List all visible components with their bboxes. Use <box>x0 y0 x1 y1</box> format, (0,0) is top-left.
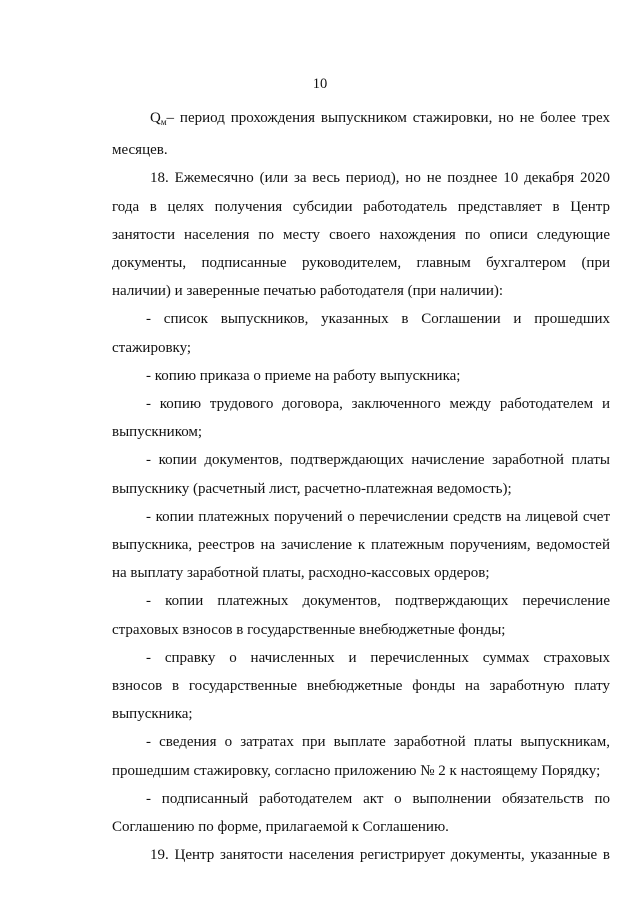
paragraph-18-line: документы, подписанные руководителем, главным бухгалтером (при <box>112 255 610 272</box>
list-item-line: выпускника, реестров на зачисление к платежным поручениям, ведомостей <box>112 537 610 554</box>
page-number: 10 <box>312 76 328 92</box>
list-item-line: - копии платежных поручений о перечислении средств на лицевой счет <box>146 508 610 525</box>
list-item-line: - копию трудового договора, заключенного между работодателем и <box>146 396 610 413</box>
list-item-line: - список выпускников, указанных в Соглашении и прошедших <box>146 311 610 328</box>
paragraph-18-line: занятости населения по месту своего нахождения по описи следующие <box>112 226 610 243</box>
paragraph-19-line: 19. Центр занятости населения регистрирует документы, указанные в <box>150 847 610 864</box>
formula-definition-line <box>112 104 610 136</box>
list-item-line: на выплату заработной платы, расходно-кассовых ордеров; <box>112 565 490 582</box>
symbol-q: Q <box>150 110 161 126</box>
list-item-line: - копию приказа о приеме на работу выпускника; <box>146 367 461 384</box>
list-item-line: - копии платежных документов, подтверждающих перечисление <box>146 593 610 610</box>
paragraph-18-line: 18. Ежемесячно (или за весь период), но не позднее 10 декабря 2020 <box>150 170 610 187</box>
paragraph-18-line: года в целях получения субсидии работодатель представляет в Центр <box>112 198 610 215</box>
list-item-line: - сведения о затратах при выплате заработной платы выпускникам, <box>146 734 610 751</box>
list-item-line: прошедшим стажировку, согласно приложению № 2 к настоящему Порядку; <box>112 762 601 779</box>
definition-text: – период прохождения выпускником стажировки, но не более трех <box>166 110 610 126</box>
list-item-line: стажировку; <box>112 339 192 356</box>
document-body <box>112 104 610 869</box>
list-item-line: Соглашению по форме, прилагаемой к Соглашению. <box>112 819 449 836</box>
list-item-line: выпускника; <box>112 706 193 723</box>
list-item-line: взносов в государственные внебюджетные фонды на заработную плату <box>112 678 610 695</box>
list-item-line: - подписанный работодателем акт о выполнении обязательств по <box>146 790 610 807</box>
paragraph-18-line: наличии) и заверенные печатью работодателя (при наличии): <box>112 283 504 300</box>
list-item-line: - копии документов, подтверждающих начисление заработной платы <box>146 452 610 469</box>
list-item-line: - справку о начисленных и перечисленных суммах страховых <box>146 649 610 666</box>
list-item-line: выпускником; <box>112 424 203 441</box>
list-item-line: страховых взносов в государственные внебюджетные фонды; <box>112 621 506 638</box>
list-item-line: выпускнику (расчетный лист, расчетно-платежная ведомость); <box>112 480 512 497</box>
symbol-subscript: м <box>160 117 167 127</box>
definition-continuation: месяцев. <box>112 142 168 159</box>
